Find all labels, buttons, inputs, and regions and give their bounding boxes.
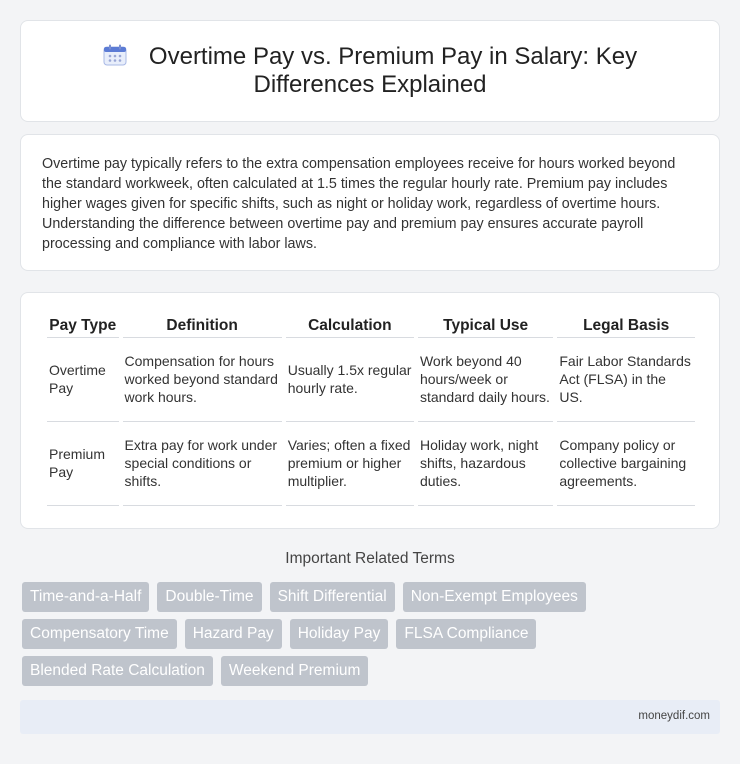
- footer-site-link[interactable]: moneydif.com: [638, 710, 710, 722]
- title-card: [20, 20, 720, 122]
- calendar-icon: [103, 44, 127, 66]
- footer: [20, 700, 720, 734]
- table-cell: Extra pay for work under special conditions or shifts.: [123, 422, 282, 506]
- tag-blended-rate-calculation[interactable]: Blended Rate Calculation: [22, 656, 213, 686]
- tag-row: [22, 582, 702, 612]
- tag-double-time[interactable]: Double-Time: [157, 582, 261, 612]
- table-header-cell: Typical Use: [418, 313, 553, 338]
- page-title-row: [21, 43, 719, 99]
- tag-non-exempt-employees[interactable]: Non-Exempt Employees: [403, 582, 586, 612]
- table-cell: Holiday work, night shifts, hazardous duties.: [418, 422, 553, 506]
- table-row: [47, 338, 695, 422]
- table-header-row: [47, 313, 695, 338]
- table-cell: Compensation for hours worked beyond standard work hours.: [123, 338, 282, 422]
- tag-time-and-a-half[interactable]: Time-and-a-Half: [22, 582, 149, 612]
- tag-compensatory-time[interactable]: Compensatory Time: [22, 619, 177, 649]
- table-cell: Overtime Pay: [47, 338, 119, 422]
- summary-card: [20, 134, 720, 271]
- page-title: Overtime Pay vs. Premium Pay in Salary: Key Differences Explained: [148, 43, 638, 98]
- tag-weekend-premium[interactable]: Weekend Premium: [221, 656, 369, 686]
- table-cell: Premium Pay: [47, 422, 119, 506]
- table-cell: Varies; often a fixed premium or higher multiplier.: [286, 422, 414, 506]
- related-terms-title: Important Related Terms: [285, 550, 455, 567]
- tag-row: [22, 619, 702, 649]
- tag-shift-differential[interactable]: Shift Differential: [270, 582, 395, 612]
- comparison-table: [43, 313, 699, 506]
- tag-row: [22, 656, 702, 686]
- tag-holiday-pay[interactable]: Holiday Pay: [290, 619, 389, 649]
- table-cell: Fair Labor Standards Act (FLSA) in the US.: [557, 338, 695, 422]
- comparison-table-card: [20, 292, 720, 529]
- table-cell: Usually 1.5x regular hourly rate.: [286, 338, 414, 422]
- table-header-cell: Definition: [123, 313, 282, 338]
- table-cell: Company policy or collective bargaining agreements.: [557, 422, 695, 506]
- table-cell: Work beyond 40 hours/week or standard daily hours.: [418, 338, 553, 422]
- tag-hazard-pay[interactable]: Hazard Pay: [185, 619, 282, 649]
- table-header-cell: Legal Basis: [557, 313, 695, 338]
- tag-flsa-compliance[interactable]: FLSA Compliance: [396, 619, 536, 649]
- table-header-cell: Calculation: [286, 313, 414, 338]
- summary-text: Overtime pay typically refers to the extra compensation employees receive for hours worked beyond the standard workweek, often calculated at 1.5 times the regular hourly rate. Premium pay includes higher wages given for specific shifts, such as night or holiday work, regardless of overtime hours. Understanding the difference between overtime pay and premium pay ensures accurate payroll processing and compliance with labor laws.: [42, 156, 676, 252]
- table-header-cell: Pay Type: [47, 313, 119, 338]
- table-row: [47, 422, 695, 506]
- related-terms-list: [22, 582, 702, 693]
